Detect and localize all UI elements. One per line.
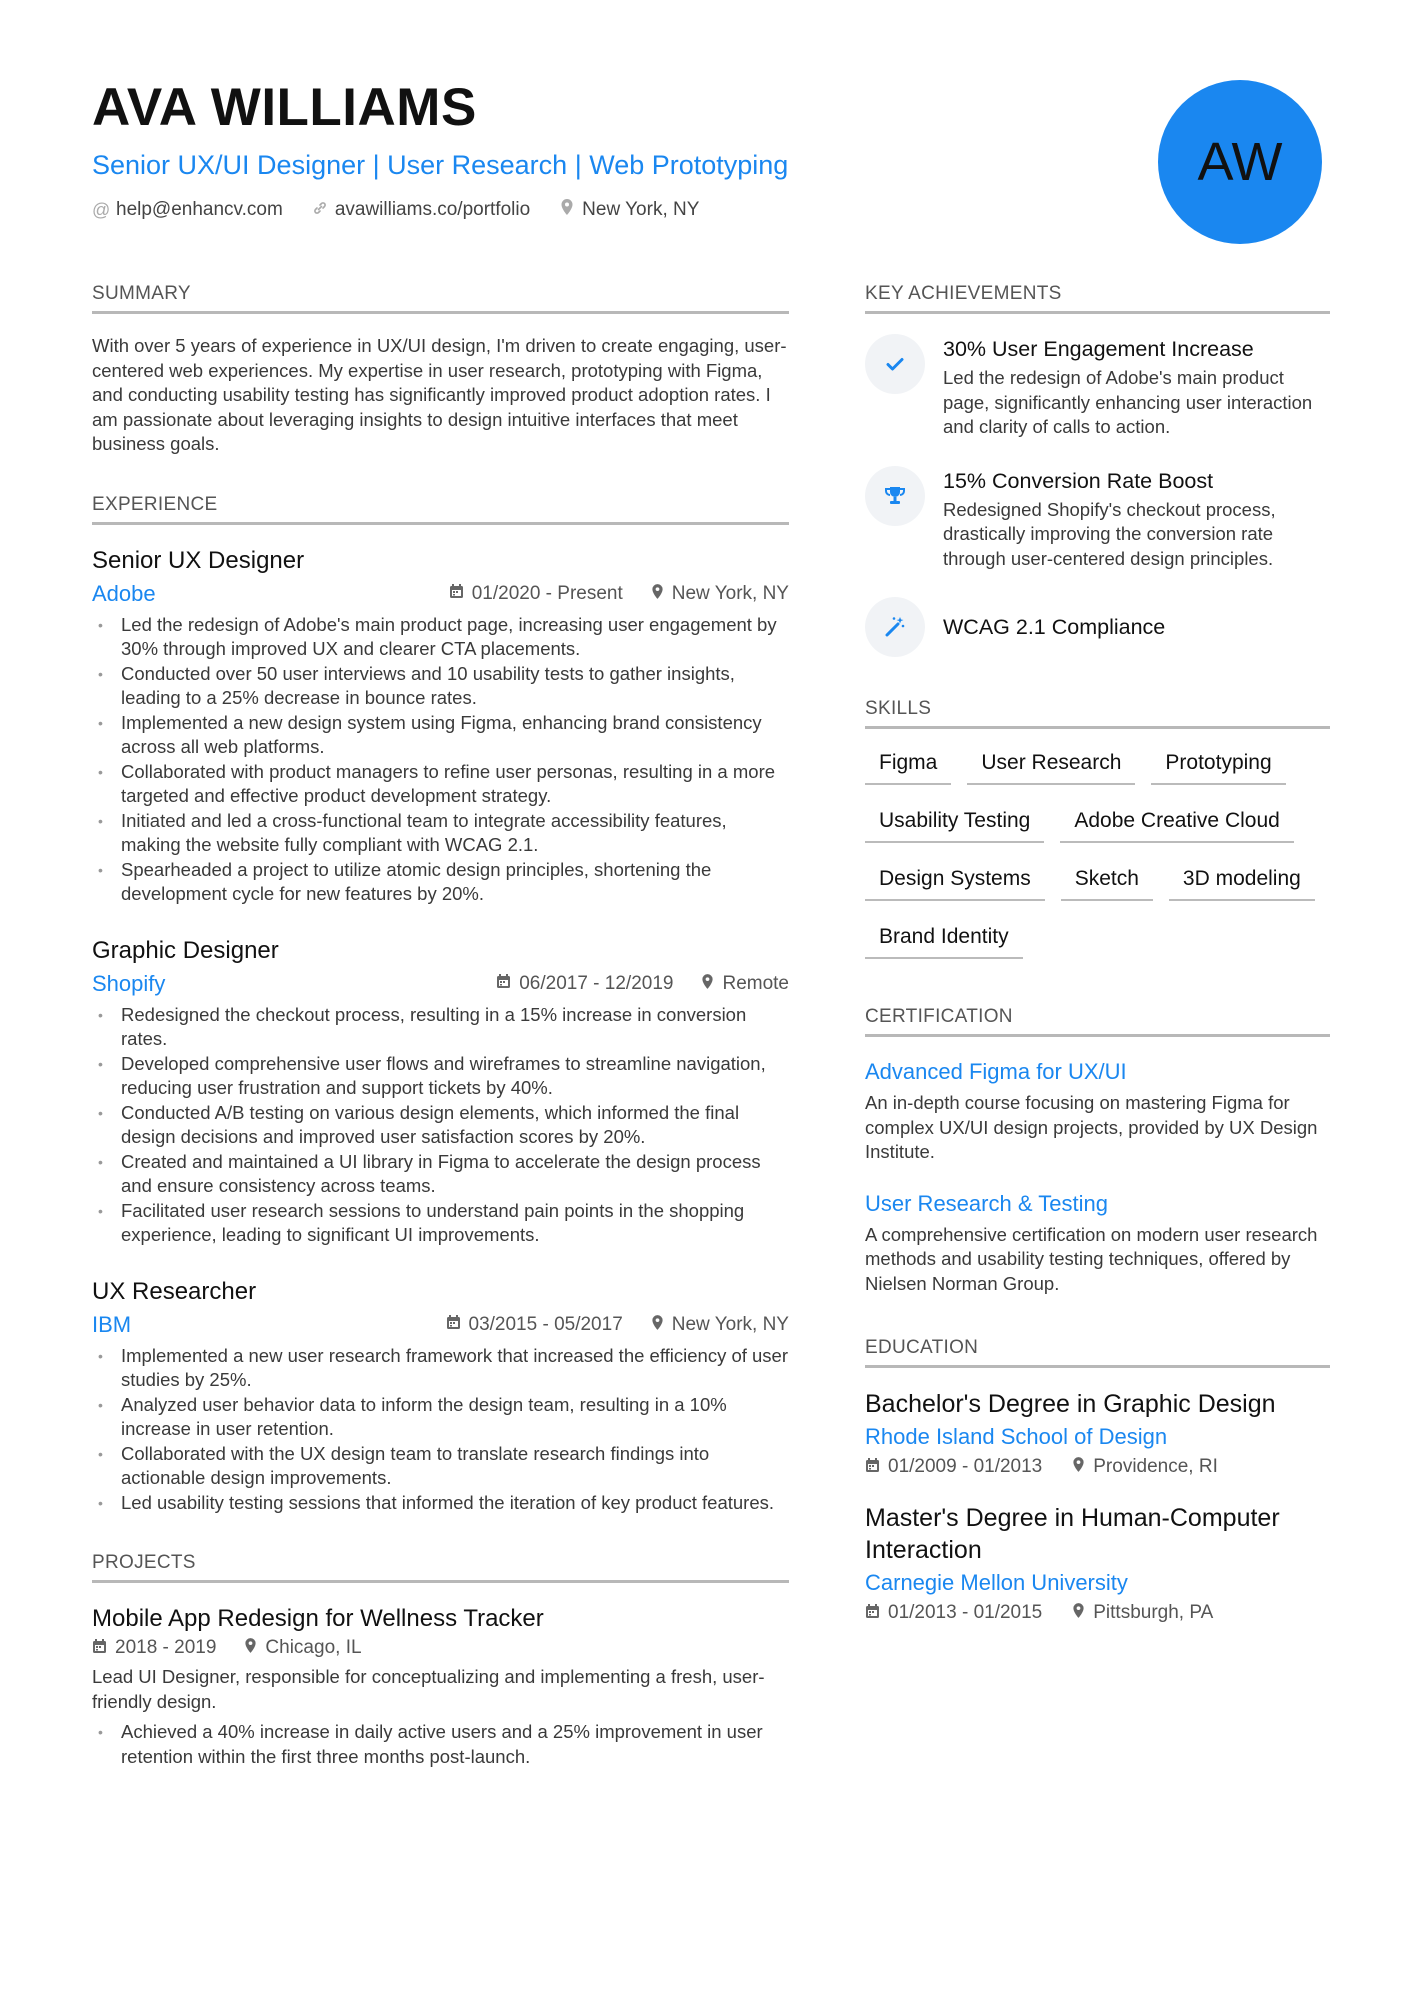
location-text: New York, NY [671,1313,789,1335]
job-meta [92,1310,789,1340]
achievement-item [865,597,1330,657]
skill-tag: Adobe Creative Cloud [1060,807,1293,843]
location-text: Providence, RI [1093,1456,1218,1477]
section-title: EXPERIENCE [92,493,789,525]
cert-title: Advanced Figma for UX/UI [865,1059,1127,1084]
company-name: IBM [92,1311,132,1337]
section-title: EDUCATION [865,1336,1330,1368]
summary-text: With over 5 years of experience in UX/UI design, I'm driven to create engaging, user-centered web experiences. My expertise in user research, prototyping with Figma, and conducting usability testing has significantly improved product adoption rates. I am passionate about leveraging insights to design intuitive interfaces that meet business goals. [92,335,787,454]
job-meta-right [449,583,789,605]
bullet-item: • Redesigned the checkout process, resulting in a 15% increase in conversion rates. [92,1003,789,1052]
degree-name: Bachelor's Degree in Graphic Design [865,1390,1276,1418]
location-text: Remote [722,972,789,994]
job-entry [92,1276,789,1516]
cert-item [865,1189,1330,1297]
cert-title: User Research & Testing [865,1190,1108,1216]
skills-list [865,749,1335,959]
section-title: CERTIFICATION [865,1005,1330,1037]
location-text: Chicago, IL [265,1637,362,1658]
job-bullets [92,1344,789,1516]
email-text: help@enhancv.com [116,199,283,220]
job-meta-right [496,973,789,995]
achievement-item [865,334,1330,440]
project-entry [92,1603,789,1769]
magic-wand-icon [865,597,925,657]
bullet-item: • Conducted A/B testing on various design elements, which informed the final design decisions and improved user satisfaction scores by 20%. [92,1101,789,1150]
project-bullets [92,1720,789,1769]
projects-section [92,1551,789,1769]
trophy-icon [865,466,925,526]
company-name: Adobe [92,580,156,606]
job-location [701,973,789,995]
bullet-item: • Implemented a new design system using Figma, enhancing brand consistency across all web platforms. [92,711,789,760]
cert-description: An in-depth course focusing on mastering Figma for complex UX/UI design projects, provided by UX Design Institute. [865,1092,1318,1162]
bullet-item: • Facilitated user research sessions to understand pain points in the shopping experience, leading to significant UI improvements. [92,1199,789,1248]
skill-tag: Prototyping [1151,749,1285,785]
bullet-item: • Created and maintained a UI library in Figma to accelerate the design process and ensure consistency across teams. [92,1150,789,1199]
at-icon: @ [92,200,111,220]
certification-section [865,1005,1330,1296]
skill-tag: Sketch [1061,865,1153,901]
skill-tag: Usability Testing [865,807,1044,843]
dates-text: 2018 - 2019 [115,1637,217,1658]
avatar: AW [1158,80,1322,244]
location-text: Pittsburgh, PA [1093,1602,1214,1623]
map-pin-icon [701,973,714,995]
location-text: New York, NY [582,199,700,220]
cert-item [865,1057,1330,1165]
check-icon [865,334,925,394]
project-location [244,1637,361,1659]
section-title: PROJECTS [92,1551,789,1583]
job-dates [449,583,623,605]
calendar-icon [496,973,511,994]
cert-description: A comprehensive certification on modern user research methods and usability testing techniques, offered by Nielsen Norman Group. [865,1223,1318,1294]
achievement-description: Led the redesign of Adobe's main product page, significantly enhancing user interaction and clarity of calls to action. [943,367,1313,437]
dates-text: 03/2015 - 05/2017 [468,1313,623,1335]
candidate-name: AVA WILLIAMS [92,78,477,137]
achievement-title: WCAG 2.1 Compliance [943,615,1166,639]
left-column [92,282,789,1805]
calendar-icon [446,1314,461,1335]
job-dates [446,1314,623,1336]
map-pin-icon [244,1637,257,1659]
job-location [651,1314,789,1336]
bullet-item: • Initiated and led a cross-functional team to integrate accessibility features, making the website fully compliant with WCAG 2.1. [92,809,789,858]
achievements-section [865,282,1330,657]
project-meta [92,1637,789,1659]
map-pin-icon [558,196,576,224]
map-pin-icon [1072,1456,1085,1478]
education-section [865,1336,1330,1624]
right-column [865,282,1330,1660]
bullet-item: • Analyzed user behavior data to inform the design team, resulting in a 10% increase in user retention. [92,1393,789,1442]
company-name: Shopify [92,970,166,996]
map-pin-icon [651,1314,664,1336]
skill-tag: Brand Identity [865,923,1023,959]
job-title: UX Researcher [92,1277,257,1305]
achievement-title: 15% Conversion Rate Boost [943,468,1214,493]
education-dates [865,1456,1042,1478]
job-bullets [92,1003,789,1248]
education-dates [865,1602,1042,1624]
dates-text: 01/2020 - Present [471,582,623,604]
education-meta [865,1602,1330,1624]
job-location [651,583,789,605]
contact-row [92,196,1322,224]
job-title: Graphic Designer [92,936,279,964]
resume-header [92,78,1322,258]
summary-section [92,282,789,457]
section-title: SKILLS [865,697,1330,729]
project-dates [92,1637,216,1659]
calendar-icon [449,583,464,604]
candidate-title: Senior UX/UI Designer | User Research | Web Prototyping [92,150,789,180]
bullet-item: • Achieved a 40% increase in daily active users and a 25% improvement in user retention within the first three months post-launch. [92,1720,789,1769]
bullet-item: • Developed comprehensive user flows and wireframes to streamline navigation, reducing user frustration and support tickets by 40%. [92,1052,789,1101]
project-description: Lead UI Designer, responsible for conceptualizing and implementing a fresh, user-friendly design. [92,1666,765,1712]
bullet-item: • Collaborated with the UX design team to translate research findings into actionable design improvements. [92,1442,789,1491]
bullet-item: • Led usability testing sessions that informed the iteration of key product features. [92,1491,789,1516]
calendar-icon [865,1457,880,1478]
job-title: Senior UX Designer [92,546,305,574]
calendar-icon [865,1603,880,1624]
job-meta-right [446,1314,789,1336]
job-bullets [92,613,789,907]
contact-website[interactable] [311,196,530,224]
degree-name: Master's Degree in Human-Computer Interaction [865,1504,1280,1564]
skills-section [865,697,1330,959]
website-text: avawilliams.co/portfolio [334,199,531,220]
job-dates [496,973,673,995]
skill-tag: User Research [967,749,1135,785]
contact-location [558,196,699,224]
education-meta [865,1456,1330,1478]
map-pin-icon [651,583,664,605]
link-icon [311,196,329,224]
education-location [1072,1602,1213,1624]
bullet-item: • Led the redesign of Adobe's main product page, increasing user engagement by 30% through improved UX and clearer CTA placements. [92,613,789,662]
experience-section [92,493,789,1516]
bullet-item: • Collaborated with product managers to refine user personas, resulting in a more targeted and effective product development strategy. [92,760,789,809]
dates-text: 01/2013 - 01/2015 [888,1602,1043,1623]
bullet-item: • Spearheaded a project to utilize atomic design principles, shortening the development cycle for new features by 20%. [92,858,789,907]
education-location [1072,1456,1218,1478]
contact-email[interactable] [92,196,283,224]
bullet-item: • Conducted over 50 user interviews and 10 usability tests to gather insights, leading to a 25% decrease in bounce rates. [92,662,789,711]
job-meta [92,579,789,609]
section-title: KEY ACHIEVEMENTS [865,282,1330,314]
job-meta [92,969,789,999]
skill-tag: Figma [865,749,951,785]
achievement-title: 30% User Engagement Increase [943,337,1254,361]
skill-tag: 3D modeling [1169,865,1315,901]
dates-text: 01/2009 - 01/2013 [888,1456,1043,1477]
school-name: Rhode Island School of Design [865,1424,1168,1449]
achievement-description: Redesigned Shopify's checkout process, drastically improving the conversion rate through user-centered design principles. [943,498,1276,569]
location-text: New York, NY [671,582,789,604]
project-title: Mobile App Redesign for Wellness Tracker [92,1605,544,1632]
bullet-item: • Implemented a new user research framework that increased the efficiency of user studies by 25%. [92,1344,789,1393]
calendar-icon [92,1638,107,1659]
achievement-item [865,466,1330,572]
job-entry [92,935,789,1248]
map-pin-icon [1072,1602,1085,1624]
school-name: Carnegie Mellon University [865,1570,1128,1595]
skill-tag: Design Systems [865,865,1045,901]
education-item [865,1388,1330,1478]
education-item [865,1502,1330,1624]
dates-text: 06/2017 - 12/2019 [519,972,674,994]
section-title: SUMMARY [92,282,789,314]
job-entry [92,545,789,907]
